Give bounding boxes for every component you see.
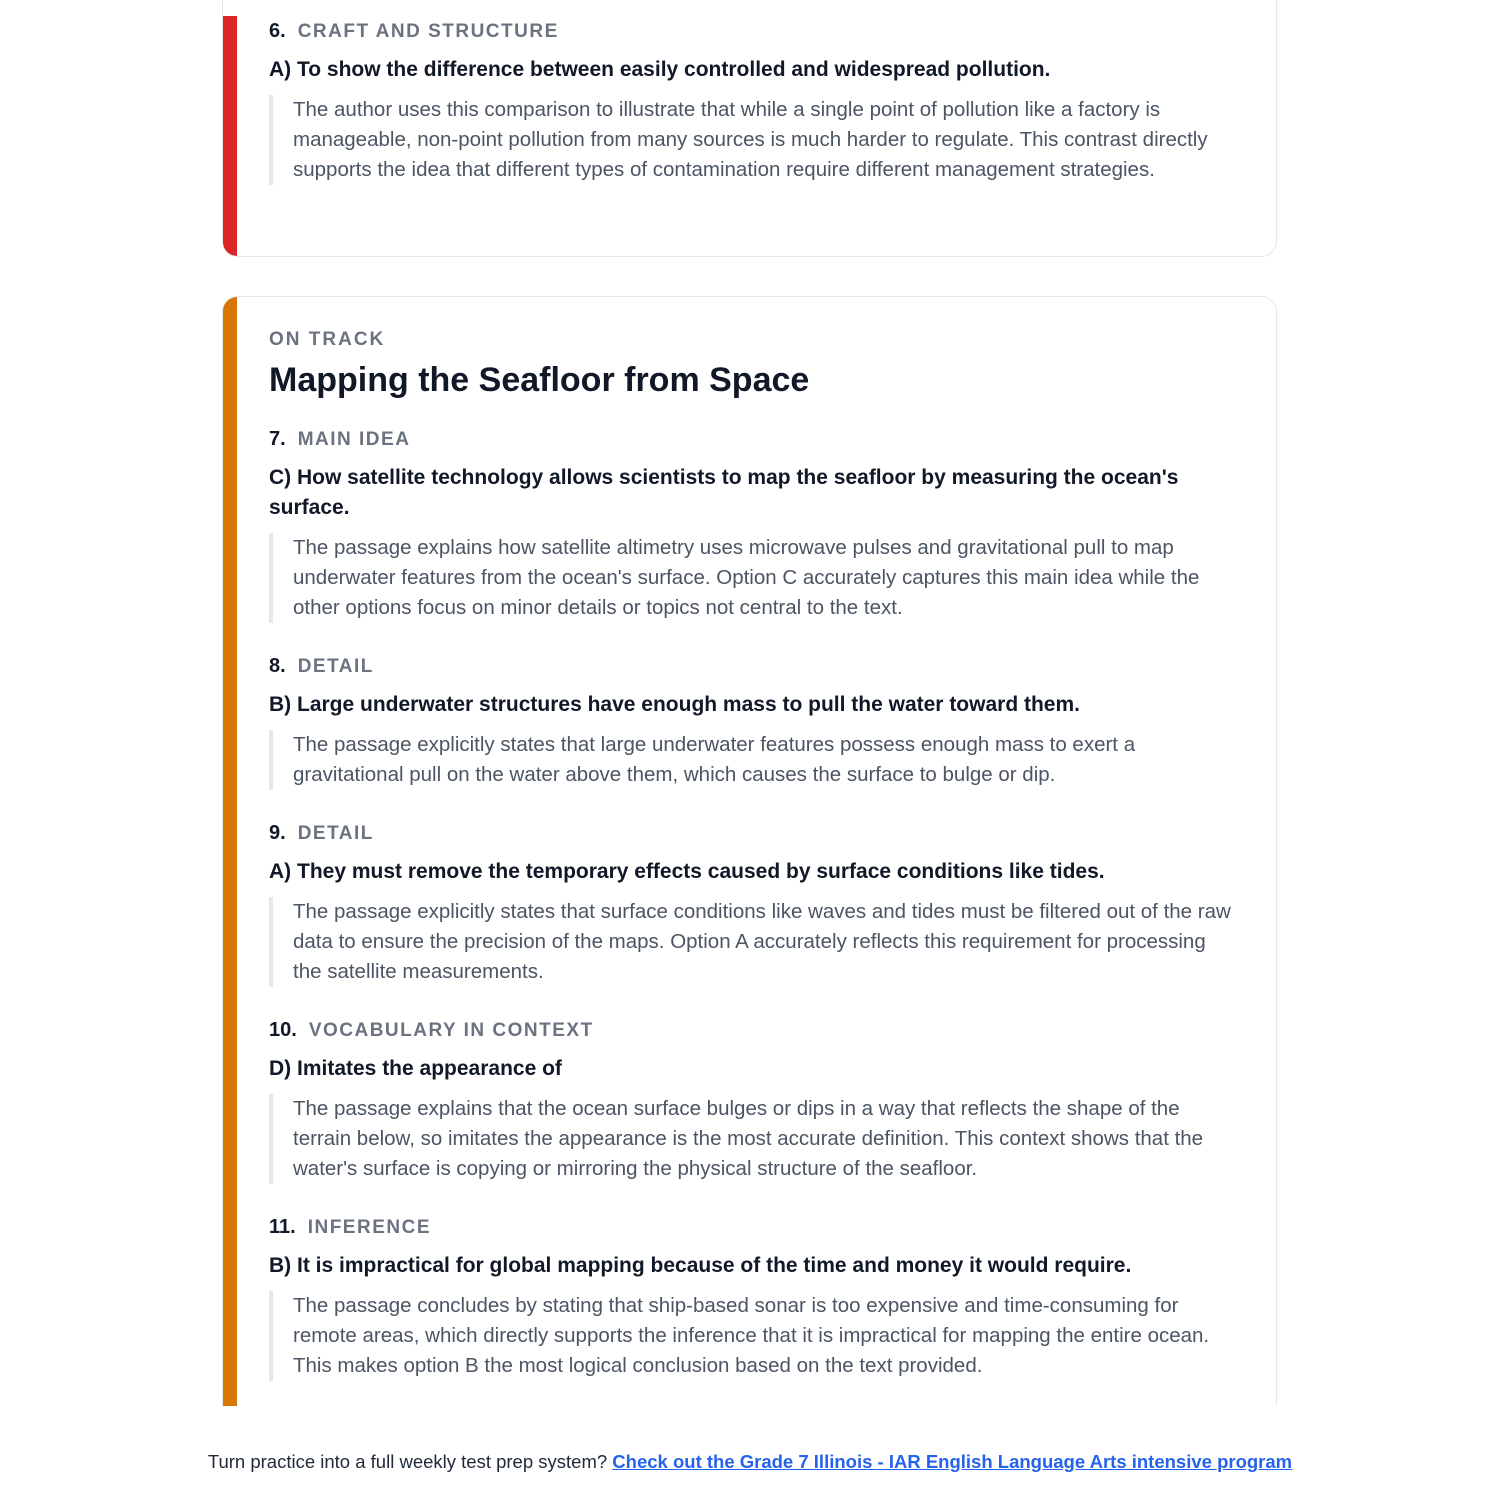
answer-explanation: The passage explains that the ocean surface bulges or dips in a way that reflects the shape of the terrain below, so imitates the appearance is the most accurate definition. This context shows that the water's surface is copying or mirroring the physical structure of the seafloor.: [269, 1094, 1236, 1184]
answer-explanation: The passage explains how satellite altimetry uses microwave pulses and gravitational pull to map underwater features from the ocean's surface. Option C accurately captures this main idea while the other options focus on minor details or topics not central to the text.: [269, 533, 1236, 623]
question-number: 7.: [269, 428, 286, 450]
question-item: [269, 822, 1236, 987]
correct-answer: D) Imitates the appearance of: [269, 1057, 562, 1080]
status-accent-bar: [223, 297, 237, 1406]
question-number: 9.: [269, 822, 286, 844]
question-category: DETAIL: [297, 823, 374, 844]
status-label: ON TRACK: [269, 329, 386, 350]
answer-explanation: The passage explicitly states that surface conditions like waves and tides must be filtered out of the raw data to ensure the precision of the maps. Option A accurately reflects this requirement for processing the satellite measurements.: [269, 897, 1236, 987]
answer-explanation: The passage explicitly states that large underwater features possess enough mass to exert a gravitational pull on the water above them, which causes the surface to bulge or dip.: [269, 730, 1236, 790]
question-item: [269, 20, 1236, 185]
question-number: 11.: [269, 1216, 296, 1238]
status-accent-bar: [223, 16, 237, 256]
program-link[interactable]: Check out the Grade 7 Illinois - IAR English Language Arts intensive program: [612, 1451, 1293, 1472]
footer-promo: [0, 1451, 1500, 1473]
question-category: DETAIL: [297, 656, 374, 677]
question-category: VOCABULARY IN CONTEXT: [308, 1020, 594, 1041]
question-item: [269, 655, 1236, 790]
question-category: CRAFT AND STRUCTURE: [297, 21, 559, 42]
passage-title: Mapping the Seafloor from Space: [269, 361, 810, 399]
passage-card-current: [222, 296, 1277, 1406]
question-number: 8.: [269, 655, 286, 677]
correct-answer: B) It is impractical for global mapping because of the time and money it would require.: [269, 1254, 1132, 1277]
footer-text: Turn practice into a full weekly test prep system?: [207, 1451, 613, 1472]
passage-card-previous: [222, 0, 1277, 257]
question-item: [269, 428, 1236, 623]
question-number: 6.: [269, 20, 286, 42]
correct-answer: A) To show the difference between easily controlled and widespread pollution.: [269, 58, 1051, 81]
answer-explanation: The author uses this comparison to illustrate that while a single point of pollution like a factory is manageable, non-point pollution from many sources is much harder to regulate. This contrast directly supports the idea that different types of contamination require different management strategies.: [269, 95, 1236, 185]
question-item: [269, 1216, 1236, 1381]
correct-answer: C) How satellite technology allows scientists to map the seafloor by measuring the ocean's surface.: [269, 466, 1179, 519]
question-category: MAIN IDEA: [297, 429, 411, 450]
question-category: INFERENCE: [307, 1217, 431, 1238]
correct-answer: A) They must remove the temporary effects caused by surface conditions like tides.: [269, 860, 1105, 883]
question-item: [269, 1019, 1236, 1184]
question-number: 10.: [269, 1019, 297, 1041]
correct-answer: B) Large underwater structures have enough mass to pull the water toward them.: [269, 693, 1080, 716]
answer-explanation: The passage concludes by stating that ship-based sonar is too expensive and time-consuming for remote areas, which directly supports the inference that it is impractical for mapping the entire ocean. This makes option B the most logical conclusion based on the text provided.: [269, 1291, 1236, 1381]
